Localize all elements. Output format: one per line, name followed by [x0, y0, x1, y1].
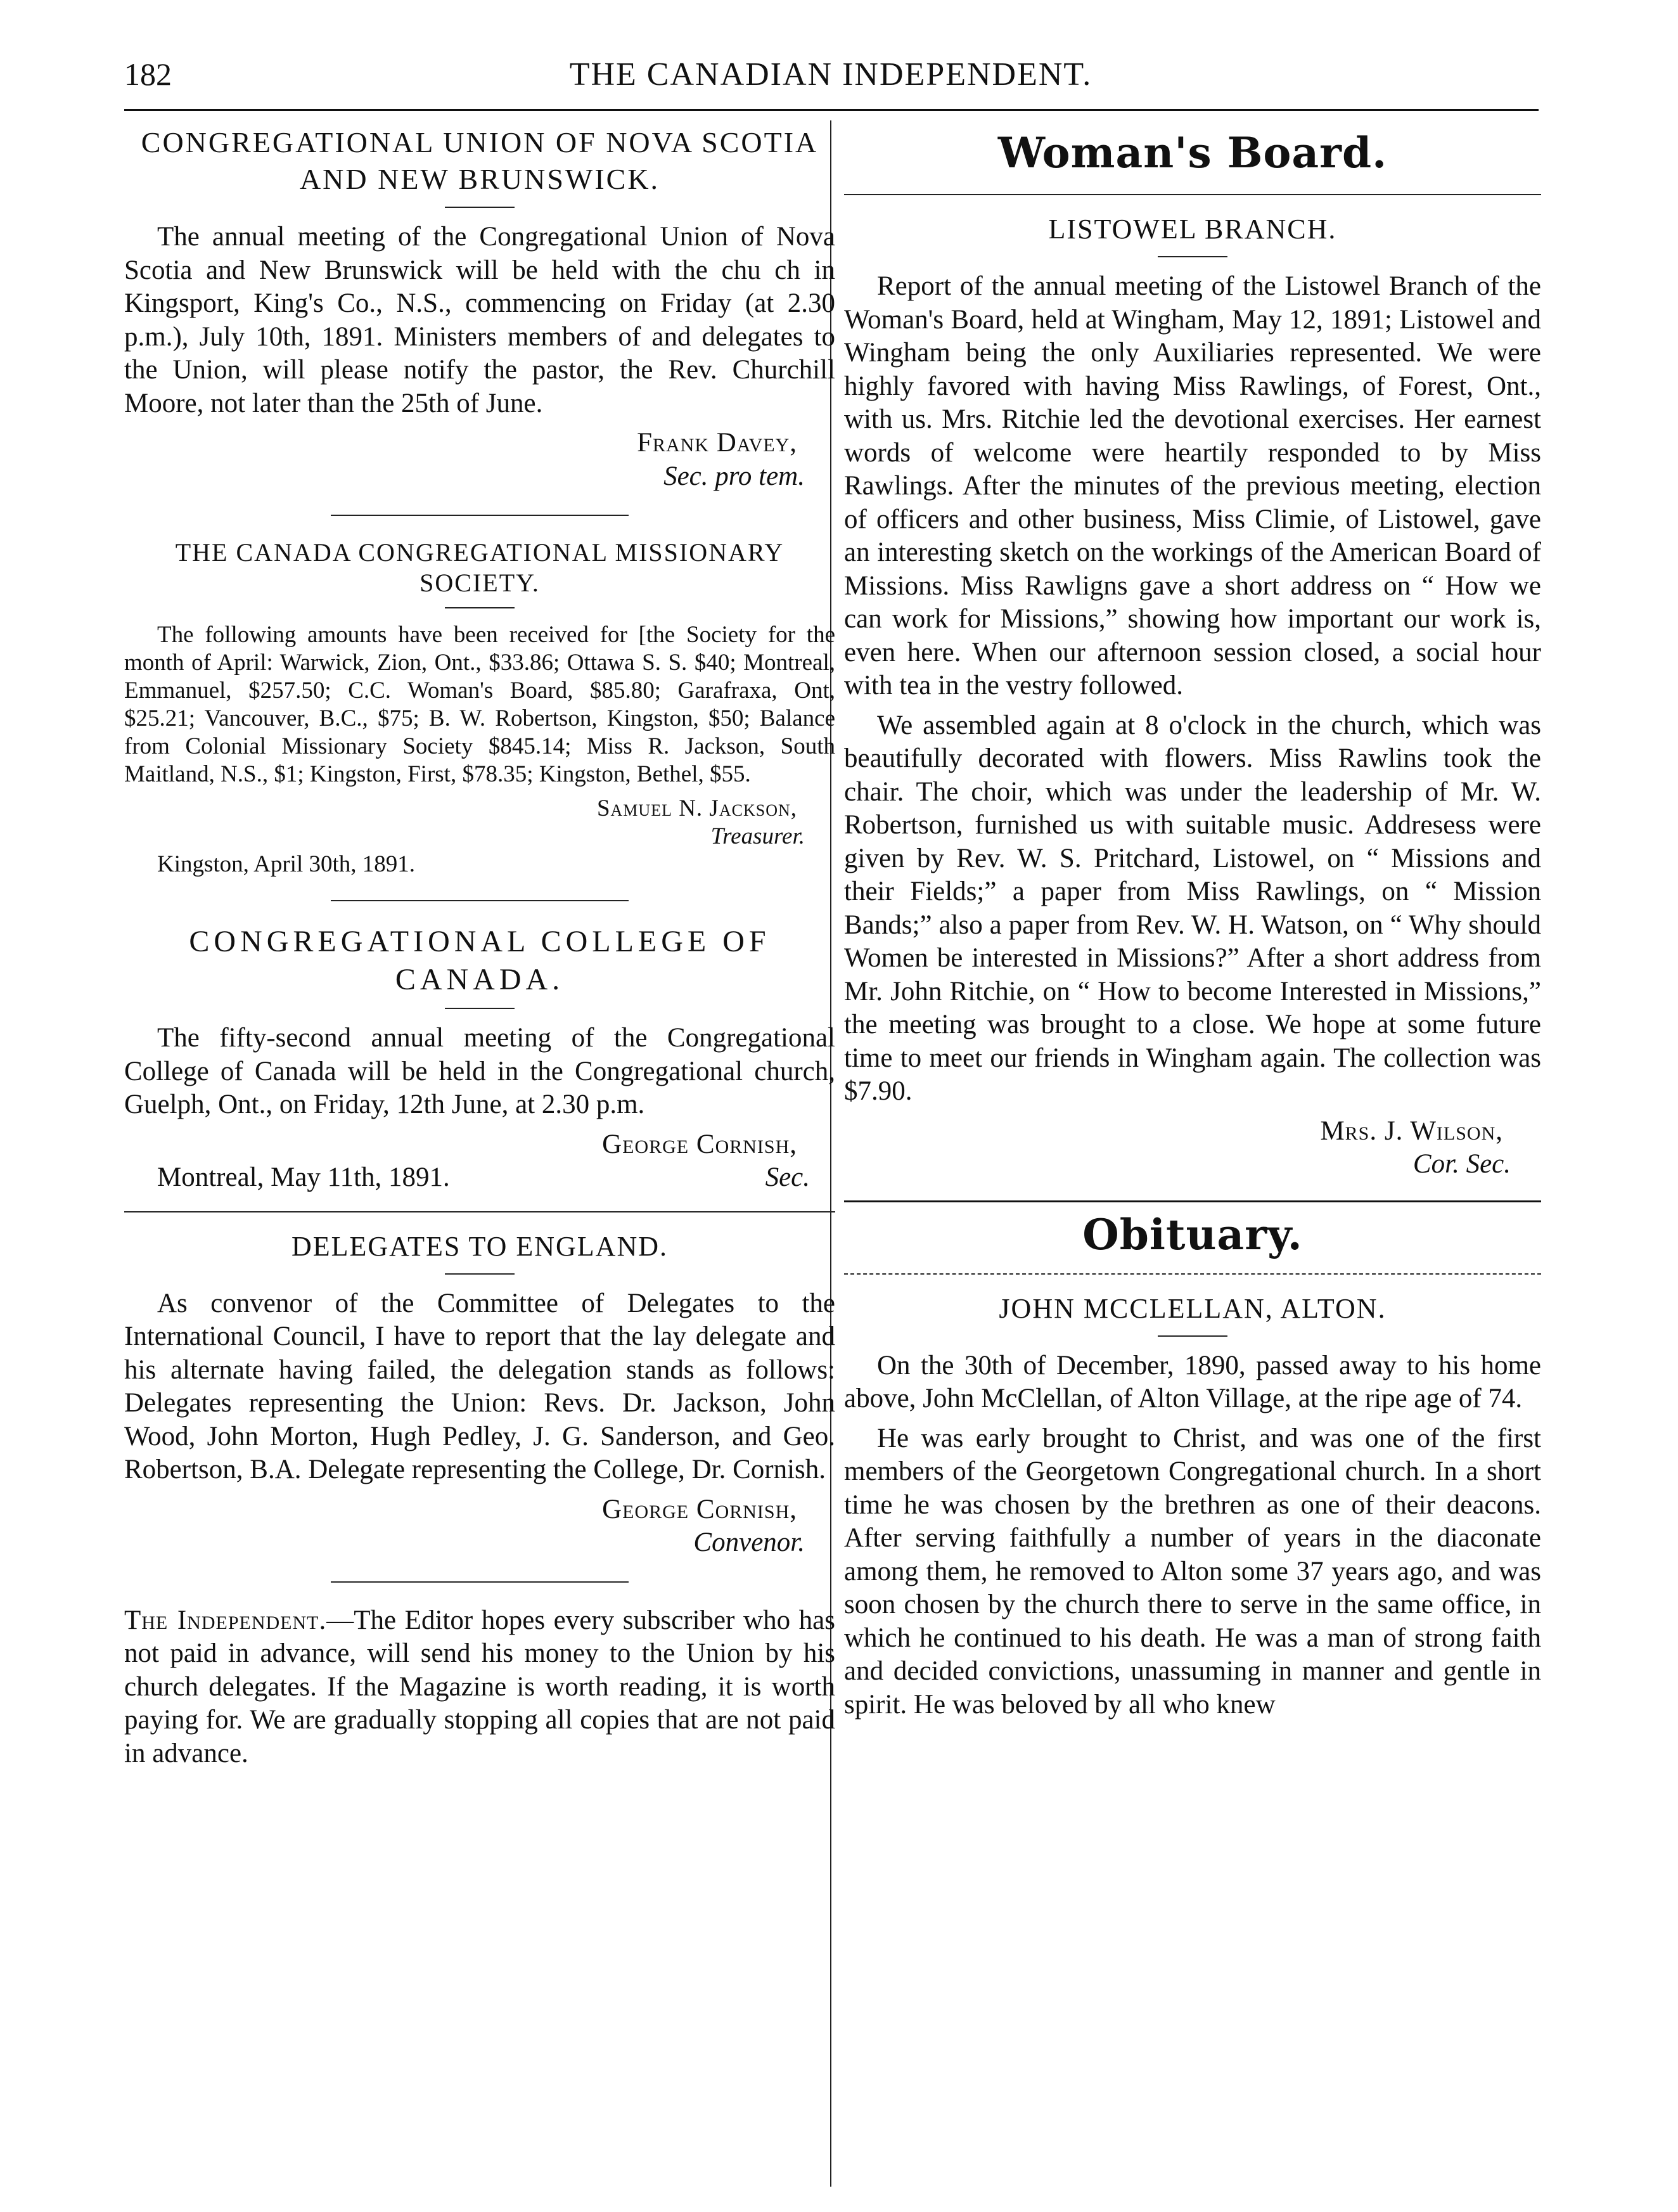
short-rule — [1158, 1335, 1227, 1337]
delegates-heading: DELEGATES TO ENGLAND. — [291, 1230, 668, 1262]
short-rule — [445, 607, 515, 608]
short-rule — [1158, 256, 1227, 257]
college-date-line: Montreal, May 11th, 1891. — [157, 1162, 450, 1192]
section-rule — [844, 194, 1541, 195]
section-rule — [331, 1581, 629, 1583]
womans-board-signature-role: Cor. Sec. — [1412, 1149, 1511, 1179]
listowel-subheading: LISTOWEL BRANCH. — [1048, 214, 1337, 245]
womans-board-section — [844, 124, 1541, 1181]
obituary-paragraph-2: He was early brought to Christ, and was one of the first members of the Georgetown Congregational church. In a short time he was chosen by the brethren as one of their deacons. After serving faithfully a number of years in the diaconate among them, he removed to Alton some 37 years ago, and was soon chosen by the church there to serve in the same office, in which he continued to his death. He was a man of strong faith and decided convictions, unassuming in manner and gentle in spirit. He was beloved by all who knew — [844, 1423, 1541, 1720]
union-body: The annual meeting of the Congregational Union of Nova Scotia and New Brunswick will be held with the chu ch in Kingsport, King's Co., N.S., commencing on Friday (at 2.30 p.m.), July 10th, 1891. Ministers members of and delegates to the Union, will please notify the pastor, the Rev. Churchill Moore, not later than the 25th of June. — [124, 222, 835, 418]
college-body: The fifty-second annual meeting of the Congregational College of Canada will be held in the Congregational church, Guelph, Ont., on Friday, 12th June, at 2.30 p.m. — [124, 1023, 835, 1119]
section-rule — [331, 900, 629, 901]
union-signature-role: Sec. pro tem. — [663, 461, 805, 491]
missionary-signature-name: Samuel N. Jackson, — [596, 795, 797, 821]
left-column — [124, 124, 835, 1777]
missionary-date-line: Kingston, April 30th, 1891. — [157, 851, 416, 877]
delegates-notice — [124, 1229, 835, 1560]
missionary-notice — [124, 537, 835, 878]
delegates-body: As convenor of the Committee of Delegates to the International Council, I have to report that the lay delegate and his alternate having failed, the delegation stands as follows: Delegates representing the Union: Revs. Dr. Jackson, John Wood, John Morton, Hugh Pedley, J. G. Sanderson, and Geo. Robertson, B.A. Delegate representing the College, Dr. Cornish. — [124, 1288, 835, 1484]
missionary-body: The following amounts have been received for [the Society for the month of April: Warwick, Zion, Ont., $33.86; Ottawa S. S. $40; Montreal, Emmanuel, $257.50; C.C. Woman's Board, $85.80; Garafraxa, Ont, $25.21; Vancouver, B.C., $75; B. W. Robertson, Kingston, $50; Balance from Colonial Missionary Society $845.14; Miss R. Jackson, South Maitland, N.S., $1; Kingston, First, $78.35; Kingston, Bethel, $55. — [124, 622, 835, 787]
delegates-signature-role: Convenor. — [693, 1527, 805, 1557]
union-notice — [124, 124, 835, 493]
college-signature-role: Sec. — [765, 1162, 810, 1192]
college-notice — [124, 923, 835, 1195]
college-date-row — [124, 1161, 835, 1195]
section-rule — [844, 1273, 1541, 1275]
obituary-heading: Obituary. — [1082, 1209, 1303, 1259]
short-rule — [445, 1008, 515, 1009]
journal-title: THE CANADIAN INDEPENDENT. — [569, 56, 1092, 93]
womans-board-paragraph-2: We assembled again at 8 o'clock in the church, which was beautifully decorated with flowers. Miss Rawlins took the chair. The choir, which was under the leadership of Mr. W. Robertson, furnished us with suitable music. Addresess were given by Rev. W. S. Pritchard, Listowel, on “ Missions and their Fields;” a paper from Miss Rawlings, on “ Mission Bands;” also a paper from Rev. W. H. Watson, on “ Why should Women be interested in Missions?” After a short address from Mr. John Ritchie, on “ How to become Interested in Missions,” the meeting was brought to a close. We hope at some future time to meet our friends in Wingham again. The collection was $7.90. — [844, 710, 1541, 1106]
obituary-subheading: JOHN MCCLELLAN, ALTON. — [999, 1292, 1387, 1324]
union-heading: CONGREGATIONAL UNION OF NOVA SCOTIA AND NEW BRUNSWICK. — [141, 126, 819, 195]
section-rule — [124, 1211, 835, 1212]
missionary-signature-role: Treasurer. — [710, 823, 805, 849]
section-rule — [844, 1200, 1541, 1202]
delegates-signature-name: George Cornish, — [602, 1494, 797, 1524]
page-number: 182 — [124, 56, 172, 92]
college-signature-name: George Cornish, — [602, 1129, 797, 1159]
union-signature-name: Frank Davey, — [637, 428, 797, 458]
obituary-section — [844, 1206, 1541, 1722]
womans-board-heading: Woman's Board. — [997, 128, 1388, 177]
right-column — [844, 124, 1541, 1728]
header-rule — [124, 109, 1539, 111]
independent-notice — [124, 1604, 835, 1771]
running-head — [124, 56, 1537, 101]
womans-board-paragraph-1: Report of the annual meeting of the Listowel Branch of the Woman's Board, held at Wingham, May 12, 1891; Listowel and Wingham being the only Auxiliaries represented. We were highly favored with having Miss Rawlings, of Forest, Ont., with us. Mrs. Ritchie led the devotional exercises. Her earnest words of welcome were heartily responded to by Miss Rawlings. After the minutes of the previous meeting, election of officers and other business, Miss Climie, of Listowel, gave an interesting sketch on the workings of the American Board of Missions. Miss Rawligns gave a short address on “ How we can work for Missions,” showing how important our work is, even here. When our afternoon session closed, a social hour with tea in the vestry followed. — [844, 271, 1541, 700]
independent-lead: The Independent. — [124, 1605, 327, 1635]
obituary-paragraph-1: On the 30th of December, 1890, passed away to his home above, John McClellan, of Alton Village, at the ripe age of 74. — [844, 1350, 1541, 1413]
independent-body: —The Editor hopes every subscriber who has not paid in advance, will send his money to the Union by his church delegates. If the Magazine is worth reading, it is worth paying for. We are gradually stopping all copies that are not paid in advance. — [124, 1605, 835, 1768]
short-rule — [445, 1273, 515, 1275]
short-rule — [445, 207, 515, 208]
college-heading: CONGREGATIONAL COLLEGE OF CANADA. — [189, 925, 771, 996]
missionary-heading: THE CANADA CONGREGATIONAL MISSIONARY SOCIETY. — [175, 538, 785, 597]
section-rule — [331, 515, 629, 516]
womans-board-signature-name: Mrs. J. Wilson, — [1320, 1116, 1503, 1146]
independent-paragraph — [124, 1604, 835, 1771]
